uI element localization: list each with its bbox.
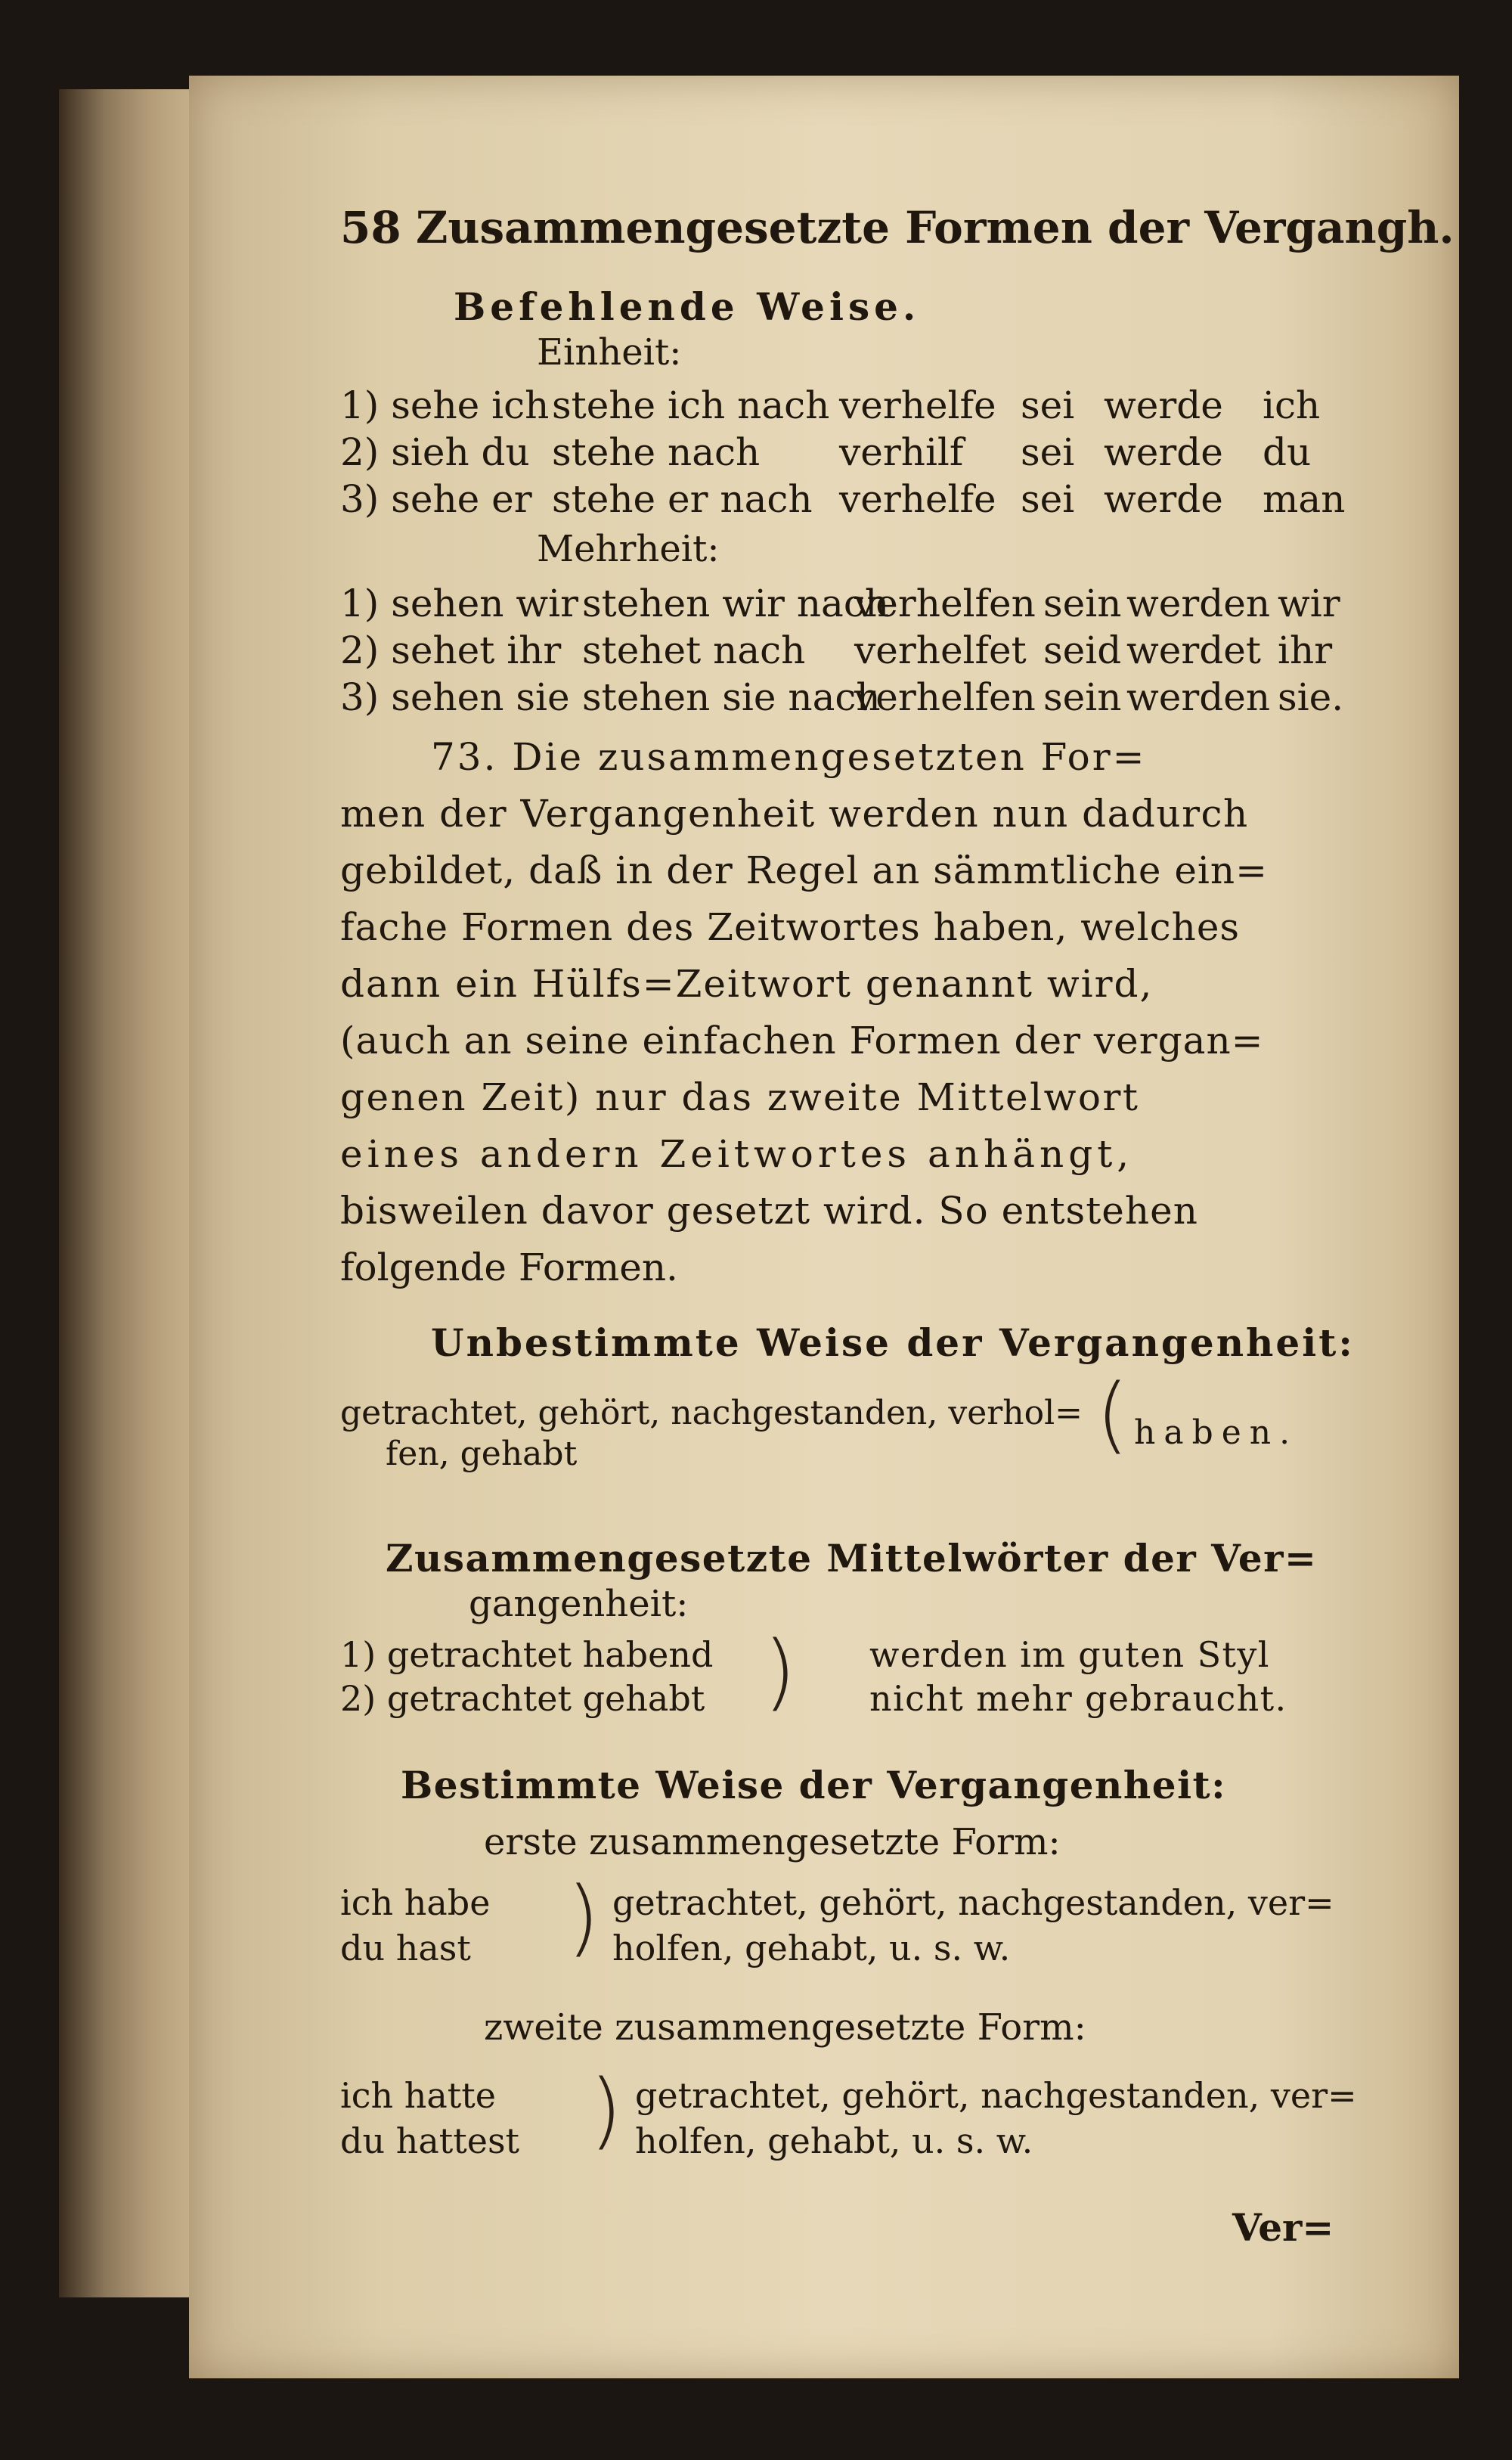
conj-cell: werden	[1126, 582, 1271, 625]
singular-label: Einheit:	[537, 331, 682, 374]
paragraph-line: fache Formen des Zeitwortes haben, welches	[340, 905, 1241, 949]
brace: (	[1096, 1366, 1129, 1463]
participle-note: nicht mehr gebraucht.	[869, 1678, 1287, 1719]
form2-pronoun: ich hatte	[340, 2075, 496, 2116]
conj-cell: sein	[1043, 582, 1122, 625]
auxiliary-haben: haben.	[1134, 1413, 1299, 1452]
conj-cell: stehen wir nach	[582, 582, 890, 625]
paragraph-line: genen Zeit) nur das zweite Mittelwort	[340, 1075, 1140, 1119]
infinitive-line: getrachtet, gehört, nachgestanden, verhol=	[340, 1394, 1083, 1432]
conj-cell: 2) sieh du	[340, 430, 530, 474]
participle-row: 2) getrachtet gehabt	[340, 1678, 705, 1719]
conj-cell: man	[1263, 477, 1346, 521]
conj-cell: 3) sehen sie	[340, 675, 570, 719]
conj-cell: werdet	[1126, 628, 1261, 672]
conj-cell: sei	[1021, 430, 1075, 474]
participle-row: 1) getrachtet habend	[340, 1634, 714, 1675]
conj-cell: 2) sehet ihr	[340, 628, 562, 672]
book-page	[189, 76, 1459, 2378]
conj-cell: stehe ich nach	[552, 383, 830, 427]
paragraph-line: dann ein Hülfs=Zeitwort genannt wird,	[340, 962, 1154, 1006]
form2-pronoun: du hattest	[340, 2120, 520, 2161]
conj-cell: stehet nach	[582, 628, 806, 672]
paragraph-line: folgende Formen.	[340, 1246, 678, 1289]
conj-cell: sei	[1021, 477, 1075, 521]
brace: )	[567, 1869, 600, 1965]
conj-cell: sie.	[1278, 675, 1344, 719]
running-title: Zusammengesetzte Formen der Vergangh.	[416, 202, 1455, 253]
form1-line: holfen, gehabt, u. s. w.	[612, 1928, 1011, 1968]
paragraph-line: (auch an seine einfachen Formen der vergan=	[340, 1019, 1264, 1062]
conj-cell: stehe er nach	[552, 477, 813, 521]
form1-line: getrachtet, gehört, nachgestanden, ver=	[612, 1882, 1334, 1923]
brace: )	[590, 2061, 622, 2158]
form1-heading: erste zusammengesetzte Form:	[484, 1821, 1061, 1863]
infinitive-line: fen, gehabt	[386, 1435, 578, 1473]
participle-note: werden im guten Styl	[869, 1634, 1270, 1675]
conj-cell: verhilf	[839, 430, 964, 474]
form2-line: holfen, gehabt, u. s. w.	[635, 2120, 1033, 2161]
conj-cell: seid	[1043, 628, 1122, 672]
paragraph-line: men der Vergangenheit werden nun dadurch	[340, 792, 1249, 836]
conj-cell: werde	[1104, 383, 1223, 427]
paragraph-line: bisweilen davor gesetzt wird. So entstehen	[340, 1189, 1198, 1233]
conj-cell: verhelfet	[854, 628, 1027, 672]
book-page-edges	[59, 89, 210, 2297]
indicative-heading: Bestimmte Weise der Vergangenheit:	[401, 1763, 1227, 1807]
participles-heading-cont: gangenheit:	[469, 1583, 689, 1625]
conj-cell: verhelfe	[839, 383, 996, 427]
page-number: 58	[340, 202, 401, 253]
conj-cell: ich	[1263, 383, 1321, 427]
brace: )	[764, 1623, 796, 1720]
form2-heading: zweite zusammengesetzte Form:	[484, 2006, 1086, 2049]
conj-cell: du	[1263, 430, 1312, 474]
conj-cell: verhelfen	[854, 675, 1036, 719]
conj-cell: werde	[1104, 430, 1223, 474]
conj-cell: stehe nach	[552, 430, 761, 474]
conj-cell: wir	[1278, 582, 1340, 625]
plural-label: Mehrheit:	[537, 528, 720, 570]
paragraph-line: gebildet, daß in der Regel an sämmtliche ein=	[340, 848, 1269, 892]
conj-cell: 1) sehe ich	[340, 383, 550, 427]
conj-cell: stehen sie nach	[582, 675, 881, 719]
form1-pronoun: du hast	[340, 1928, 471, 1968]
paragraph-line: eines andern Zeitwortes anhängt,	[340, 1132, 1134, 1176]
paragraph-line: 73. Die zusammengesetzten For=	[431, 735, 1147, 779]
conj-cell: verhelfe	[839, 477, 996, 521]
conj-cell: 3) sehe er	[340, 477, 532, 521]
participles-heading: Zusammengesetzte Mittelwörter der Ver=	[386, 1536, 1318, 1581]
conj-cell: verhelfen	[854, 582, 1036, 625]
imperative-heading: Befehlende Weise.	[454, 284, 921, 329]
form2-line: getrachtet, gehört, nachgestanden, ver=	[635, 2075, 1357, 2116]
conj-cell: werden	[1126, 675, 1271, 719]
conj-cell: 1) sehen wir	[340, 582, 579, 625]
form1-pronoun: ich habe	[340, 1882, 491, 1923]
conj-cell: sei	[1021, 383, 1075, 427]
catchword: Ver=	[1232, 2205, 1334, 2250]
infinitive-heading: Unbestimmte Weise der Vergangenheit:	[431, 1320, 1355, 1365]
conj-cell: werde	[1104, 477, 1223, 521]
conj-cell: ihr	[1278, 628, 1333, 672]
conj-cell: sein	[1043, 675, 1122, 719]
